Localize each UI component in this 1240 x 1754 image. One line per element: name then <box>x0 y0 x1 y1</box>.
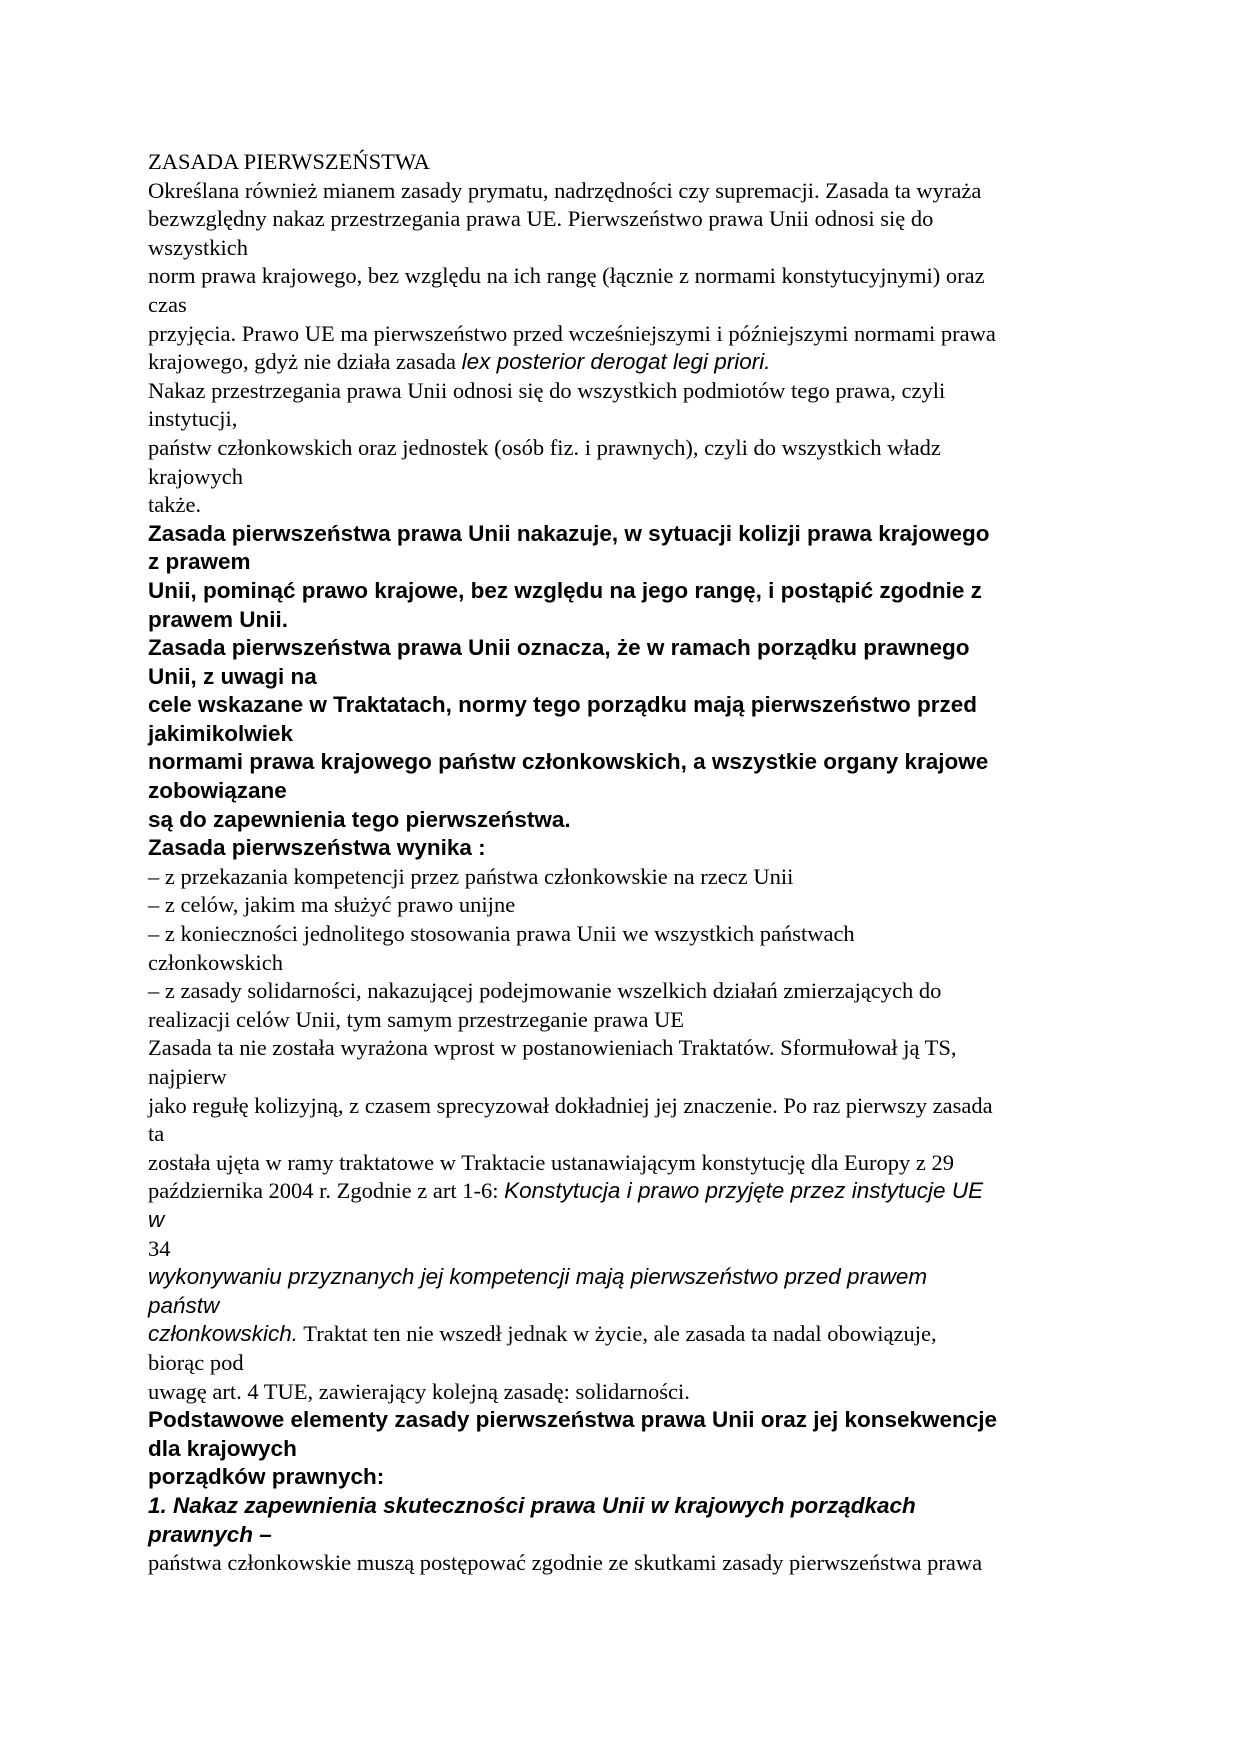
bold-text-line: Zasada pierwszeństwa prawa Unii nakazuje, w sytuacji kolizji prawa krajowego <box>148 520 990 546</box>
bold-text-line: są do zapewnienia tego pierwszeństwa. <box>148 806 571 832</box>
list-item: – z zasady solidarności, nakazującej podejmowanie wszelkich działań zmierzających do <box>148 978 942 1004</box>
list-item: – z konieczności jednolitego stosowania prawa Unii we wszystkich państwach <box>148 921 855 947</box>
section-heading: Zasada pierwszeństwa wynika : <box>148 835 486 861</box>
bold-text-line: zobowiązane <box>148 778 287 804</box>
bold-text-line: normami prawa krajowego państw członkowskich, a wszystkie organy krajowe <box>148 749 989 775</box>
bold-text-line: cele wskazane w Traktatach, normy tego porządku mają pierwszeństwo przed <box>148 692 978 718</box>
list-item: – z celów, jakim ma służyć prawo unijne <box>148 892 516 918</box>
text-line: uwagę art. 4 TUE, zawierający kolejną zasadę: solidarności. <box>148 1378 690 1404</box>
text-line: norm prawa krajowego, bez względu na ich rangę (łącznie z normami konstytucyjnymi) oraz <box>148 263 985 289</box>
text-line: biorąc pod <box>148 1349 244 1375</box>
text-line: państw członkowskich oraz jednostek (osób fiz. i prawnych), czyli do wszystkich władz <box>148 434 941 460</box>
text-line: czas <box>148 291 187 317</box>
bold-text-line: jakimikolwiek <box>148 720 294 746</box>
italic-text-line: w <box>148 1206 165 1232</box>
text-line: przyjęcia. Prawo UE ma pierwszeństwo przed wcześniejszymi i późniejszymi normami prawa <box>148 320 996 346</box>
text-line: października 2004 r. Zgodnie z art 1-6: Konstytucja i prawo przyjęte przez instytucje UE <box>148 1178 984 1204</box>
bold-text-line: prawem Unii. <box>148 606 289 632</box>
bold-text-line: Unii, pominąć prawo krajowe, bez względu na jego rangę, i postąpić zgodnie z <box>148 577 982 603</box>
numbered-heading: prawnych – <box>148 1521 272 1547</box>
quoted-article-end: członkowskich. <box>148 1321 299 1347</box>
bold-text-line: dla krajowych <box>148 1435 297 1461</box>
text-line: najpierw <box>148 1064 227 1089</box>
italic-text-line: wykonywaniu przyznanych jej kompetencji mają pierwszeństwo przed prawem <box>148 1264 928 1290</box>
text-line: także. <box>148 492 202 518</box>
italic-text-line: państw <box>148 1292 220 1318</box>
text-line: członkowskich. Traktat ten nie wszedł jednak w życie, ale zasada ta nadal obowiązuje, <box>148 1321 937 1347</box>
text-line: jako regułę kolizyjną, z czasem sprecyzował dokładniej jej znaczenie. Po raz pierwszy zasada <box>148 1092 993 1118</box>
text-line: Nakaz przestrzegania prawa Unii odnosi się do wszystkich podmiotów tego prawa, czyli <box>148 377 946 403</box>
text-line: państwa członkowskie muszą postępować zgodnie ze skutkami zasady pierwszeństwa prawa <box>148 1550 983 1576</box>
numbered-heading: 1. Nakaz zapewnienia skuteczności prawa Unii w krajowych porządkach <box>148 1492 916 1518</box>
text-line: krajowego, gdyż nie działa zasada lex posterior derogat legi priori. <box>148 349 771 375</box>
text-line: bezwzględny nakaz przestrzegania prawa UE. Pierwszeństwo prawa Unii odnosi się do <box>148 206 934 232</box>
text-line: realizacji celów Unii, tym samym przestrzeganie prawa UE <box>148 1006 685 1032</box>
bold-text-line: z prawem <box>148 549 251 575</box>
page-number: 34 <box>148 1235 171 1261</box>
bold-text-line: porządków prawnych: <box>148 1464 385 1490</box>
latin-maxim: lex posterior derogat legi priori. <box>461 349 771 375</box>
bold-text-line: Zasada pierwszeństwa prawa Unii oznacza, że w ramach porządku prawnego <box>148 635 970 661</box>
text-line: została ujęta w ramy traktatowe w Traktacie ustanawiającym konstytucję dla Europy z 29 <box>148 1149 955 1175</box>
document-title: ZASADA PIERWSZEŃSTWA <box>148 149 430 174</box>
text-line: członkowskich <box>148 949 283 975</box>
text-line: ta <box>148 1121 165 1147</box>
bold-text-line: Unii, z uwagi na <box>148 663 317 689</box>
text-line: krajowych <box>148 463 243 489</box>
text-line: Określana również mianem zasady prymatu, nadrzędności czy supremacji. Zasada ta wyraża <box>148 177 982 203</box>
list-item: – z przekazania kompetencji przez państwa członkowskie na rzecz Unii <box>148 863 794 889</box>
text-line: instytucji, <box>148 406 238 432</box>
text-line: Zasada ta nie została wyrażona wprost w postanowieniach Traktatów. Sformułował ją TS, <box>148 1035 957 1061</box>
text-line: wszystkich <box>148 234 248 260</box>
quoted-article: Konstytucja i prawo przyjęte przez instytucje UE <box>504 1178 984 1204</box>
bold-text-line: Podstawowe elementy zasady pierwszeństwa prawa Unii oraz jej konsekwencje <box>148 1407 998 1433</box>
document-body <box>148 148 1108 1578</box>
